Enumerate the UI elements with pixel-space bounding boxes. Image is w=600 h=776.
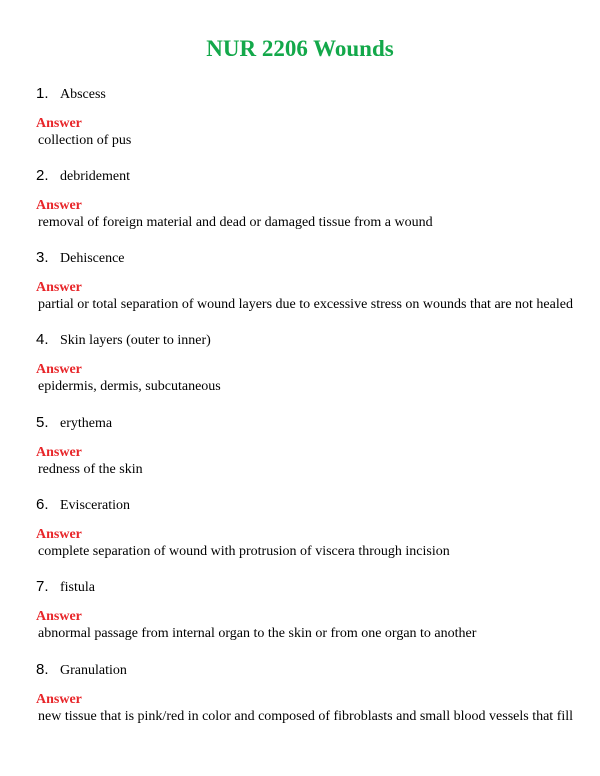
question-number: 2. <box>36 167 49 184</box>
question <box>36 330 211 350</box>
answer-text: new tissue that is pink/red in color and composed of fibroblasts and small blood vessels that fill <box>38 709 574 724</box>
question <box>36 84 106 104</box>
question-number: 5. <box>36 414 49 431</box>
answer-text: abnormal passage from internal organ to the skin or from one organ to another <box>38 626 477 641</box>
question-number: 8. <box>36 661 49 678</box>
question <box>36 660 127 680</box>
answer-text: collection of pus <box>38 133 132 148</box>
page-title: NUR 2206 Wounds <box>206 36 394 61</box>
question <box>36 577 95 597</box>
answer-text: removal of foreign material and dead or damaged tissue from a wound <box>38 215 433 230</box>
question <box>36 413 112 433</box>
question-term: Abscess <box>60 87 106 102</box>
answer-label: Answer <box>36 609 82 624</box>
question-number: 7. <box>36 578 49 595</box>
question <box>36 166 130 186</box>
question-number: 3. <box>36 249 49 266</box>
question-term: debridement <box>60 169 130 184</box>
answer-label: Answer <box>36 280 82 295</box>
answer-text: redness of the skin <box>38 462 143 477</box>
answer-label: Answer <box>36 116 82 131</box>
answer-label: Answer <box>36 527 82 542</box>
question-number: 6. <box>36 496 49 513</box>
question-term: Skin layers (outer to inner) <box>60 333 211 348</box>
question-term: fistula <box>60 580 95 595</box>
answer-label: Answer <box>36 692 82 707</box>
answer-label: Answer <box>36 445 82 460</box>
question-term: erythema <box>60 416 113 431</box>
answer-label: Answer <box>36 362 82 377</box>
question-number: 1. <box>36 85 49 102</box>
question-number: 4. <box>36 331 49 348</box>
question-term: Evisceration <box>60 498 130 513</box>
question-term: Dehiscence <box>60 251 125 266</box>
answer-text: epidermis, dermis, subcutaneous <box>38 379 221 394</box>
question <box>36 248 125 268</box>
answer-text: complete separation of wound with protrusion of viscera through incision <box>38 544 450 559</box>
question <box>36 495 130 515</box>
answer-label: Answer <box>36 198 82 213</box>
question-term: Granulation <box>60 663 127 678</box>
answer-text: partial or total separation of wound layers due to excessive stress on wounds that are not healed <box>38 297 573 312</box>
